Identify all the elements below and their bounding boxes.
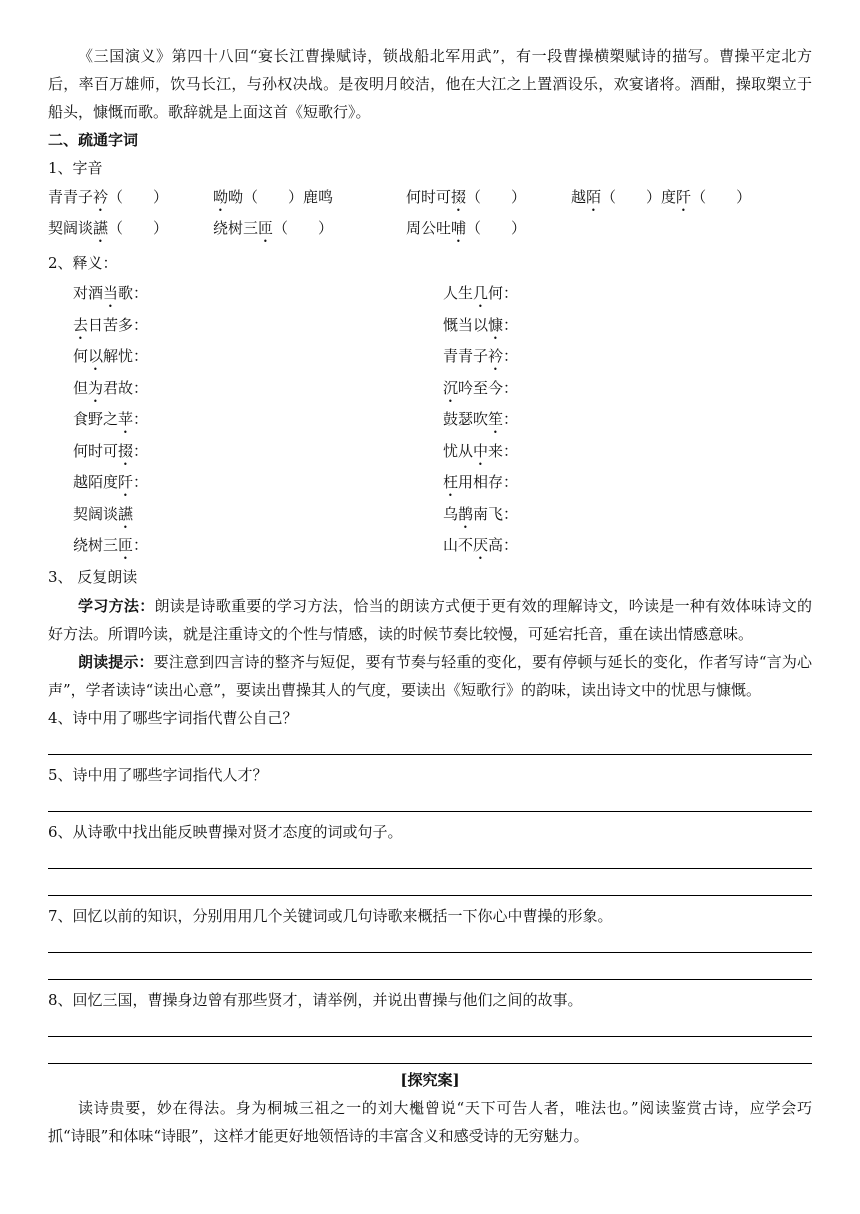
definition-term-left: 何以解忧： <box>73 347 149 365</box>
explore-heading: [探究案] <box>400 1070 460 1089</box>
definition-term-right: 乌鹊南飞： <box>443 504 519 523</box>
definitions-list <box>48 278 812 562</box>
pronunciation-row-2: 契阔谈讌（ ） 绕树三匝（ ） 周公吐哺（ ） <box>48 219 527 237</box>
definition-term-left: 越陌度阡： <box>73 473 149 491</box>
definition-row <box>48 499 812 531</box>
answer-line[interactable] <box>48 895 812 896</box>
definition-row <box>48 404 812 436</box>
definition-term-right: 枉用相存： <box>443 473 519 491</box>
definition-row <box>48 467 812 499</box>
definition-term-right: 青青子衿： <box>443 347 519 365</box>
definition-term-left: 契阔谈讌 <box>73 504 134 523</box>
definition-term-right: 慨当以慷： <box>443 315 519 334</box>
definition-row <box>48 341 812 373</box>
pronunciation-row-1: 青青子衿（ ） 呦呦（ ）鹿鸣 何时可掇（ ） 越陌（ ）度阡（ ） <box>48 188 752 206</box>
question-2-title: 2、释义： <box>48 254 118 272</box>
question-3-title: 3、 反复朗读 <box>48 567 138 586</box>
definition-row <box>48 436 812 468</box>
reading-tips: 朗读提示：要注意到四言诗的整齐与短促，要有节奏与轻重的变化，要有停顿与延长的变化，作者写诗“言为心声”，学者读诗“读出心意”，要读出曹操其人的气度，要读出《短歌行》的韵味，读出诗文中的忧思与慷慨。 <box>48 652 812 699</box>
definition-term-right: 沉吟至今： <box>443 378 519 397</box>
definition-term-left: 绕树三匝： <box>73 536 149 554</box>
definition-term-right: 山不厌高： <box>443 536 519 554</box>
question-7: 7、回忆以前的知识，分别用用几个关键词或几句诗歌来概括一下你心中曹操的形象。 <box>48 906 613 925</box>
section-heading: 二、疏通字词 <box>48 131 139 149</box>
question-1-title: 1、字音 <box>48 159 103 177</box>
explore-paragraph: 读诗贵要，妙在得法。身为桐城三祖之一的刘大櫆曾说“天下可告人者，唯法也。”阅读鉴赏古诗，应学会巧抓“诗眼”和体味“诗眼”，这样才能更好地领悟诗的丰富含义和感受诗的无穷魅力。 <box>48 1098 812 1145</box>
answer-line[interactable] <box>48 811 812 812</box>
intro-paragraph: 《三国演义》第四十八回“宴长江曹操赋诗，锁战船北军用武”，有一段曹操横槊赋诗的描写。曹操平定北方后，率百万雄师，饮马长江，与孙权决战。是夜明月皎洁，他在大江之上置酒设乐，欢宴诸将。酒酣，操取槊立于船头，慷慨而歌。歌辞就是上面这首《短歌行》。 <box>48 47 812 121</box>
definition-term-left: 食野之苹： <box>73 410 149 428</box>
worksheet-page <box>48 42 812 1150</box>
question-6: 6、从诗歌中找出能反映曹操对贤才态度的词或句子。 <box>48 822 403 841</box>
definition-row <box>48 278 812 310</box>
question-5: 5、诗中用了哪些字词指代人才？ <box>48 765 268 784</box>
study-method: 学习方法：朗读是诗歌重要的学习方法，恰当的朗读方式便于更有效的理解诗文，吟读是一种有效体味诗文的好方法。所谓吟读，就是注重诗文的个性与情感，读的时候节奏比较慢，可延宕托音，重在读出情感意味。 <box>48 596 812 643</box>
answer-line[interactable] <box>48 979 812 980</box>
definition-row <box>48 373 812 405</box>
definition-row <box>48 310 812 342</box>
definition-term-left: 但为君故： <box>73 378 149 397</box>
answer-line[interactable] <box>48 1063 812 1064</box>
definition-term-left: 对酒当歌： <box>73 284 149 302</box>
definition-row <box>48 530 812 562</box>
definition-term-left: 何时可掇： <box>73 441 149 460</box>
definition-term-right: 人生几何： <box>443 284 519 302</box>
definition-term-left: 去日苦多： <box>73 315 149 334</box>
definition-term-right: 忧从中来： <box>443 441 519 460</box>
answer-line[interactable] <box>48 754 812 755</box>
question-4: 4、诗中用了哪些字词指代曹公自己？ <box>48 708 298 727</box>
definition-term-right: 鼓瑟吹笙： <box>443 410 519 428</box>
question-8: 8、回忆三国，曹操身边曾有那些贤才，请举例，并说出曹操与他们之间的故事。 <box>48 990 583 1009</box>
